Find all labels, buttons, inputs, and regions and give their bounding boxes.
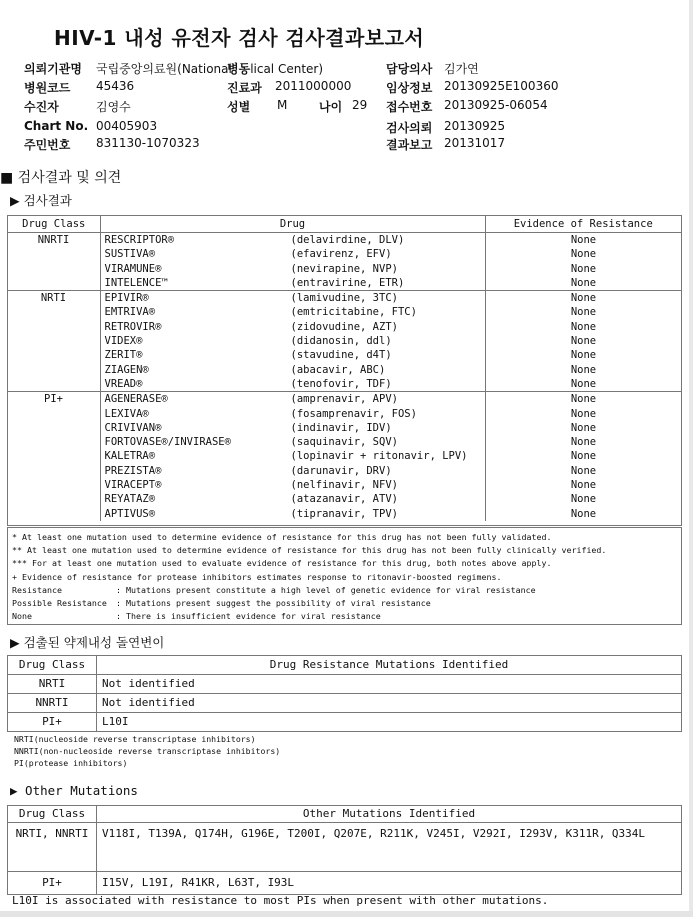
drug-generic-name: (indinavir, IDV) [290, 421, 392, 434]
bottom-edge [0, 911, 693, 917]
evidence-cell: None [570, 493, 597, 506]
drug-brand-name: APTIVUS® [104, 507, 156, 520]
drug-cell [100, 291, 485, 306]
receipt-label: 접수번호 [386, 100, 433, 114]
drug-cell [100, 262, 485, 276]
request-label: 검사의뢰 [386, 121, 433, 135]
table-row [8, 320, 682, 334]
table-row: NNRTI Not identified [8, 694, 682, 713]
code-value: 45436 [96, 79, 135, 93]
col-drug: Drug [100, 216, 485, 233]
evidence-cell: None [570, 507, 597, 520]
chart-value: 00405903 [96, 119, 158, 133]
table-row [8, 348, 682, 362]
drug-generic-name: (fosamprenavir, FOS) [290, 407, 417, 420]
drug-cell [100, 492, 485, 506]
drug-cell [100, 320, 485, 334]
drug-generic-name: (lopinavir + ritonavir, LPV) [290, 450, 468, 463]
sex-label: 성별 [227, 100, 251, 114]
drug-brand-name: VREAD® [104, 377, 143, 390]
drug-generic-name: (nevirapine, NVP) [290, 262, 398, 275]
evidence-cell: None [570, 276, 597, 289]
col-drug-class: Drug Class [8, 806, 97, 823]
scrollbar-track[interactable] [689, 0, 693, 917]
evidence-cell: None [485, 233, 682, 248]
drug-brand-name: INTELENCE™ [104, 276, 168, 289]
evidence-cell: None [570, 320, 597, 333]
abbreviations: NRTI(nucleoside reverse transcriptase inhibitors) NNRTI(non-nucleoside reverse transcriptase inhibitors) PI(protease inhibitors) [14, 734, 281, 768]
legend-row: None : There is insufficient evidence for viral resistance [12, 611, 381, 622]
footnote: * At least one mutation used to determine evidence of resistance for this drug has not been fully validated. [12, 532, 552, 542]
drug-generic-name: (tenofovir, TDF) [290, 377, 392, 390]
drug-brand-name: LEXIVA® [104, 407, 149, 420]
col-other-mutations: Other Mutations Identified [97, 806, 682, 823]
drug-cell [100, 247, 485, 261]
evidence-cell: None [570, 450, 597, 463]
rrn-value: 831130-1070323 [96, 136, 200, 150]
report-date-label: 결과보고 [386, 138, 433, 152]
drug-class-cell: PI+ [8, 392, 101, 407]
drug-generic-name: (saquinavir, SQV) [290, 436, 398, 449]
evidence-cell: None [570, 377, 597, 390]
drug-cell [100, 507, 485, 521]
doctor-label: 담당의사 [386, 62, 433, 76]
evidence-cell: None [570, 349, 597, 362]
section-mutations: ▶ 검출된 약제내성 돌연변이 [10, 635, 165, 650]
table-row [8, 407, 682, 421]
drug-brand-name: VIDEX® [104, 335, 143, 348]
drug-cell [100, 377, 485, 392]
drug-cell [100, 421, 485, 435]
code-label: 병원코드 [24, 81, 71, 95]
sex-value: M [277, 98, 288, 112]
hospital-field: 의뢰기관명 [24, 62, 82, 76]
evidence-cell: None [570, 464, 597, 477]
footnote: *** For at least one mutation used to evaluate evidence of resistance for this drug, both notes above apply. [12, 558, 552, 569]
mutations-table [7, 655, 682, 732]
drug-cell [100, 233, 485, 248]
drug-brand-name: PREZISTA® [104, 464, 162, 477]
rrn-label: 주민번호 [24, 138, 71, 152]
drug-generic-name: (abacavir, ABC) [290, 363, 386, 376]
patient-label: 수진자 [24, 100, 59, 114]
resistance-table [7, 215, 682, 521]
drug-generic-name: (darunavir, DRV) [290, 464, 392, 477]
drug-generic-name: (amprenavir, APV) [290, 393, 398, 406]
footnote: ** At least one mutation used to determine evidence of resistance for this drug has not been fully clinically verified. [12, 545, 607, 556]
table-row [8, 492, 682, 506]
evidence-cell: None [570, 479, 597, 492]
drug-cell [100, 305, 485, 319]
drug-cell [100, 363, 485, 377]
evidence-cell: None [570, 436, 597, 449]
age-label: 나이 [319, 100, 343, 114]
hospital-value: 국립중앙의료원(National [96, 62, 232, 76]
drug-brand-name: ZIAGEN® [104, 363, 149, 376]
drug-cell [100, 407, 485, 421]
table-row [8, 449, 682, 463]
drug-cell [100, 334, 485, 348]
table-row: NRTI, NNRTI V118I, T139A, Q174H, G196E, T200I, Q207E, R211K, V245I, V292I, I293V, K311R, Q334L [8, 823, 682, 872]
drug-brand-name: KALETRA® [104, 450, 156, 463]
drug-brand-name: CRIVIVAN® [104, 421, 162, 434]
table-row [8, 392, 682, 407]
table-row [8, 478, 682, 492]
drug-generic-name: (lamivudine, 3TC) [290, 292, 398, 305]
table-row [8, 262, 682, 276]
evidence-cell: None [570, 335, 597, 348]
drug-brand-name: EMTRIVA® [104, 306, 156, 319]
drug-brand-name: REYATAZ® [104, 493, 156, 506]
drug-brand-name: VIRACEPT® [104, 479, 162, 492]
col-evidence: Evidence of Resistance [485, 216, 682, 233]
evidence-cell: None [570, 421, 597, 434]
drug-generic-name: (stavudine, d4T) [290, 349, 392, 362]
dept-value: 2011000000 [275, 79, 352, 93]
report-date-value: 20131017 [444, 136, 506, 150]
chart-label: Chart No. [24, 119, 89, 133]
request-value: 20130925 [444, 119, 506, 133]
ward-field: 병동lical Center) [227, 62, 324, 76]
drug-cell [100, 478, 485, 492]
table-row [8, 363, 682, 377]
drug-generic-name: (didanosin, ddl) [290, 335, 392, 348]
drug-cell [100, 449, 485, 463]
section-other-mutations: ▶ Other Mutations [10, 783, 138, 798]
drug-cell [100, 348, 485, 362]
col-drug-class: Drug Class [8, 656, 97, 675]
drug-generic-name: (delavirdine, DLV) [290, 234, 405, 246]
drug-brand-name: ZERIT® [104, 349, 143, 362]
drug-cell [100, 392, 485, 407]
drug-generic-name: (tipranavir, TPV) [290, 507, 398, 520]
drug-brand-name: SUSTIVA® [104, 248, 156, 261]
clinical-label: 임상정보 [386, 81, 433, 95]
footnote: + Evidence of resistance for protease inhibitors estimates response to ritonavir-boosted regimens. [12, 571, 502, 582]
legend-row: Possible Resistance : Mutations present suggest the possibility of viral resistance [12, 598, 431, 609]
drug-generic-name: (atazanavir, ATV) [290, 493, 398, 506]
section-results-opinion: ■ 검사결과 및 의견 [0, 170, 122, 186]
table-row [8, 247, 682, 261]
drug-generic-name: (efavirenz, EFV) [290, 248, 392, 261]
patient-value: 김영수 [96, 100, 131, 114]
table-row [8, 305, 682, 319]
evidence-cell: None [570, 407, 597, 420]
table-row [8, 233, 682, 248]
table-row: NRTI Not identified [8, 675, 682, 694]
drug-brand-name: EPIVIR® [104, 292, 149, 305]
table-row [8, 435, 682, 449]
evidence-cell: None [570, 363, 597, 376]
other-mutations-table [7, 805, 682, 895]
drug-brand-name: FORTOVASE®/INVIRASE® [104, 436, 231, 449]
clinical-value: 20130925E100360 [444, 79, 559, 93]
footnotes [7, 527, 682, 625]
table-row [8, 276, 682, 291]
drug-cell [100, 464, 485, 478]
drug-class-cell: NNRTI [8, 233, 101, 248]
drug-class-cell: NRTI [8, 291, 101, 306]
table-row [8, 507, 682, 521]
evidence-cell: None [570, 248, 597, 261]
final-note: L10I is associated with resistance to most PIs when present with other mutations. [12, 894, 549, 907]
drug-generic-name: (entravirine, ETR) [290, 276, 405, 289]
table-row [8, 377, 682, 392]
section-results: ▶ 검사결과 [10, 193, 72, 208]
table-row [8, 291, 682, 306]
drug-cell [100, 276, 485, 291]
drug-generic-name: (zidovudine, AZT) [290, 320, 398, 333]
drug-generic-name: (emtricitabine, FTC) [290, 306, 417, 319]
legend-row: Resistance : Mutations present constitute a high level of genetic evidence for viral resistance [12, 584, 536, 595]
dept-label: 진료과 [227, 81, 262, 95]
drug-brand-name: VIRAMUNE® [104, 262, 162, 275]
doctor-value: 김가연 [444, 62, 479, 76]
age-value: 29 [352, 98, 368, 112]
table-row [8, 421, 682, 435]
table-row [8, 464, 682, 478]
drug-brand-name: AGENERASE® [104, 393, 168, 406]
drug-cell [100, 435, 485, 449]
receipt-value: 20130925-06054 [444, 98, 548, 112]
col-mutations: Drug Resistance Mutations Identified [97, 656, 682, 675]
table-row [8, 334, 682, 348]
evidence-cell: None [570, 306, 597, 319]
drug-brand-name: RETROVIR® [104, 320, 162, 333]
drug-generic-name: (nelfinavir, NFV) [290, 479, 398, 492]
report-title: HIV-1 내성 유전자 검사 검사결과보고서 [54, 26, 425, 50]
evidence-cell: None [485, 392, 682, 407]
drug-brand-name: RESCRIPTOR® [104, 234, 175, 246]
evidence-cell: None [485, 291, 682, 306]
table-row: PI+ L10I [8, 713, 682, 732]
evidence-cell: None [570, 262, 597, 275]
table-row: PI+ I15V, L19I, R41KR, L63T, I93L [8, 872, 682, 895]
col-drug-class: Drug Class [8, 216, 101, 233]
